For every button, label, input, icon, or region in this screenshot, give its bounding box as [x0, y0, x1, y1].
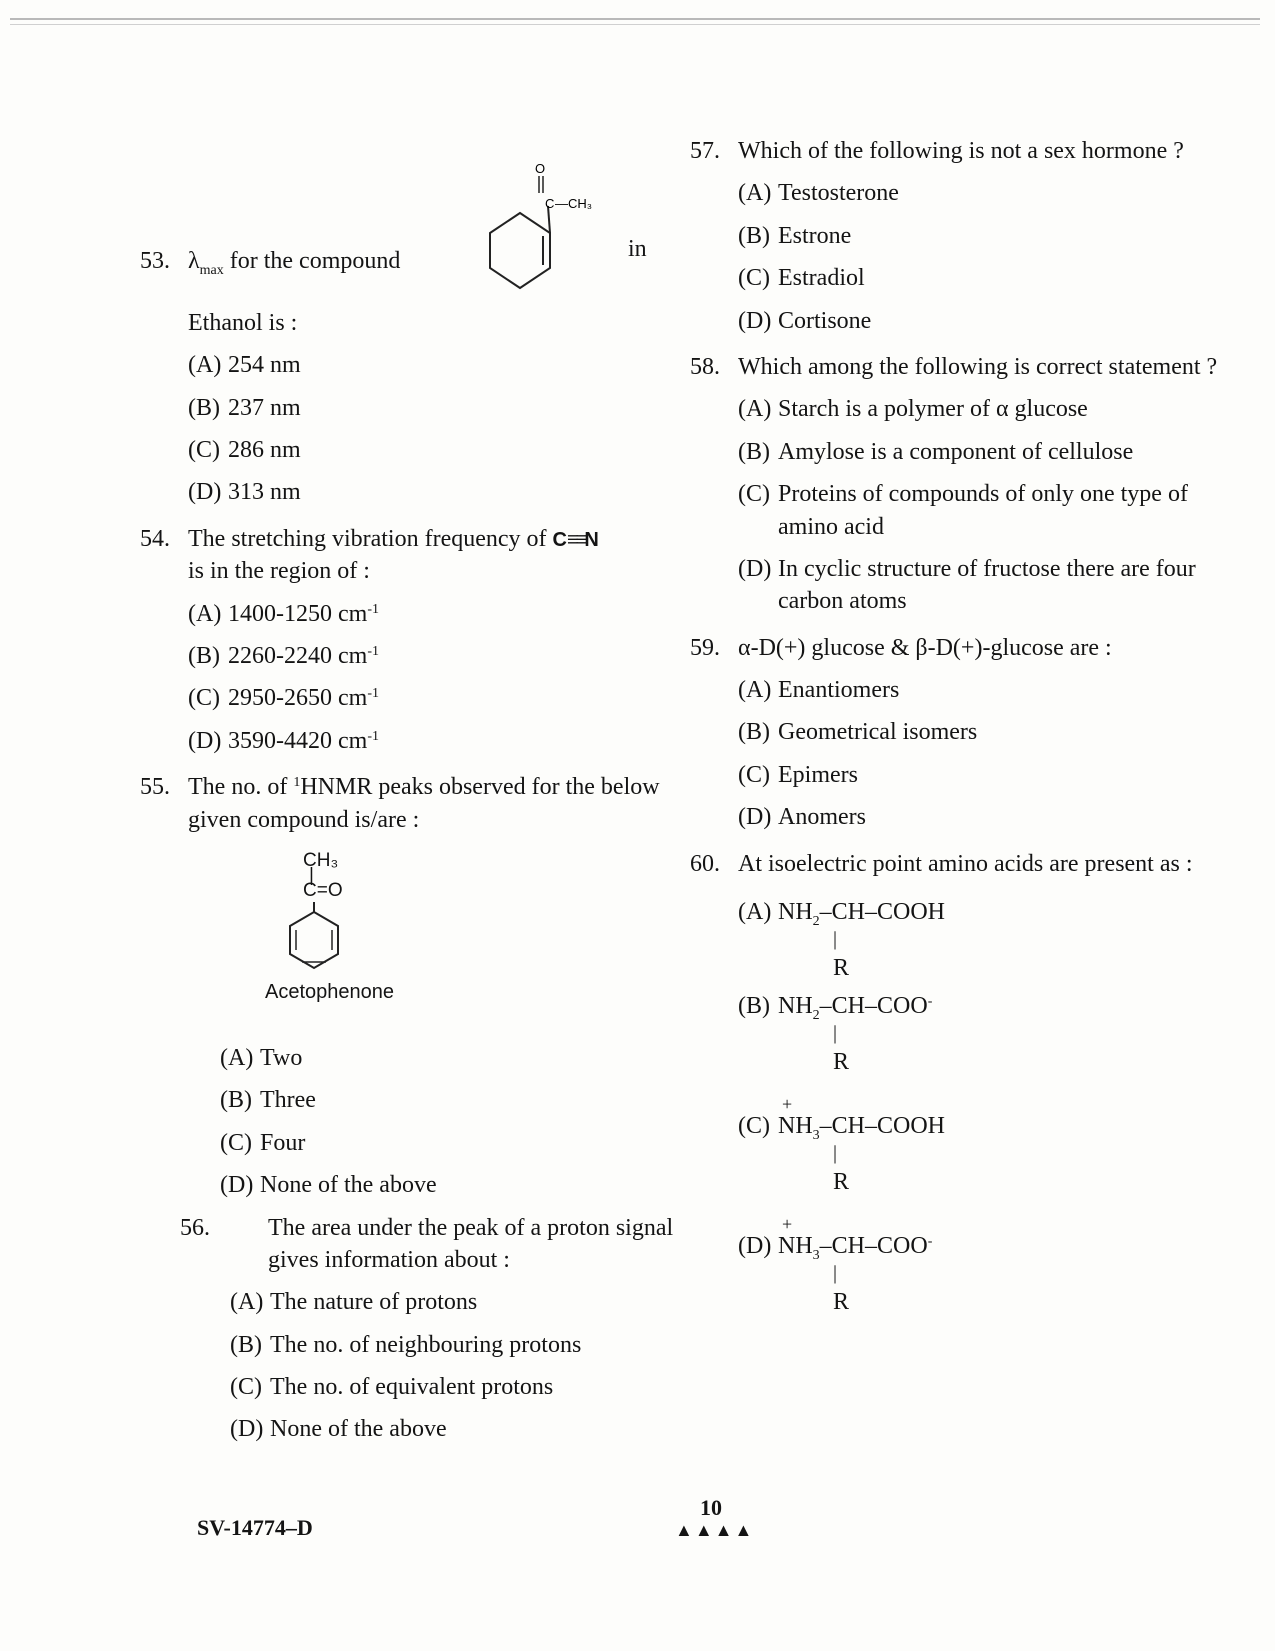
- acetophenone-co: C=O: [303, 880, 343, 901]
- right-column: [690, 135, 1250, 1340]
- page-marks: ▲▲▲▲: [675, 1520, 755, 1540]
- q54-option-d[interactable]: (D) 3590-4420 $cm^{-1}$: [188, 727, 379, 754]
- question-57: [690, 135, 1250, 337]
- carbonyl-carbon: C: [545, 196, 555, 211]
- q56-option-a[interactable]: (A) The nature of protons: [230, 1289, 478, 1316]
- q53-option-d[interactable]: (D) 313 nm: [188, 479, 301, 506]
- question-59: [690, 632, 1250, 834]
- question-55: [140, 771, 700, 1201]
- q54-text: The stretching vibration frequency of: [188, 525, 547, 552]
- q56-number: 56.: [180, 1214, 210, 1241]
- acetophenone-caption: Acetophenone: [265, 981, 395, 1003]
- acetophenone-ch3: CH₃: [303, 850, 339, 871]
- q54-nitrile: C≡≡N: [552, 528, 599, 551]
- q57-option-a[interactable]: (A) Testosterone: [738, 180, 899, 207]
- q60-option-d[interactable]: (D) + $NH_3-CH-COO^-$ | R: [738, 1214, 933, 1316]
- q54-option-b[interactable]: (B) 2260-2240 $cm^{-1}$: [188, 643, 379, 670]
- q53-option-a[interactable]: (A) 254 nm: [188, 352, 301, 379]
- q58-option-c[interactable]: (C) Proteins of compounds of only one type of amino acid: [738, 481, 1188, 540]
- q60-text: At isoelectric point amino acids are present as :: [738, 850, 1193, 877]
- q57-option-b[interactable]: (B) Estrone: [738, 222, 852, 249]
- top-rule: [10, 18, 1260, 20]
- q55-option-a[interactable]: (A) Two: [220, 1044, 303, 1071]
- q59-option-c[interactable]: (C) Epimers: [738, 761, 858, 788]
- methyl-group: —CH₃: [555, 196, 593, 211]
- q58-text: Which among the following is correct statement ?: [738, 353, 1218, 380]
- question-60: [690, 848, 1250, 1330]
- q53-option-c[interactable]: (C) 286 nm: [188, 437, 301, 464]
- q60-number: 60.: [690, 850, 720, 877]
- q57-option-c[interactable]: (C) Estradiol: [738, 265, 865, 292]
- q55-option-b[interactable]: (B) Three: [220, 1087, 316, 1114]
- question-53: [140, 236, 700, 509]
- q54-option-c[interactable]: (C) 2950-2650 $cm^{-1}$: [188, 685, 379, 712]
- q53-option-b[interactable]: (B) 237 nm: [188, 394, 301, 421]
- q59-option-b[interactable]: (B) Geometrical isomers: [738, 719, 978, 746]
- q59-text: α-D(+) glucose & β-D(+)-glucose are :: [738, 634, 1112, 661]
- q55-number: 55.: [140, 774, 170, 801]
- question-58: [690, 351, 1250, 618]
- q54-text-cont: is in the region of :: [188, 558, 370, 585]
- q53-text-cont: Ethanol is :: [188, 309, 298, 336]
- q57-number: 57.: [690, 138, 720, 164]
- q60-option-c[interactable]: (C) + $NH_3-CH$–COOH | R: [738, 1094, 946, 1196]
- q57-option-d[interactable]: (D) Cortisone: [738, 307, 872, 334]
- q55-option-c[interactable]: (C) Four: [220, 1129, 306, 1156]
- q54-option-a[interactable]: (A) 1400-1250 $cm^{-1}$: [188, 600, 379, 627]
- q56-option-b[interactable]: (B) The no. of neighbouring protons: [230, 1331, 582, 1358]
- q53-text: $\lambda_{max}$ for the compound in: [188, 245, 700, 281]
- q56-option-c[interactable]: (C) The no. of equivalent protons: [230, 1374, 554, 1401]
- q53-in: in: [628, 236, 647, 262]
- question-54: [140, 523, 700, 757]
- q58-option-a[interactable]: (A) Starch is a polymer of α glucose: [738, 396, 1088, 423]
- question-56: [140, 1212, 700, 1446]
- carbonyl-oxygen: O: [535, 161, 546, 176]
- q55-option-d[interactable]: (D) None of the above: [220, 1172, 437, 1199]
- q56-option-d[interactable]: (D) None of the above: [230, 1416, 447, 1443]
- left-column: [140, 236, 700, 1456]
- q60-option-a[interactable]: (A) $NH_2-CH$–COOH | R: [738, 899, 946, 982]
- q57-text: Which of the following is not a sex hormone ?: [738, 138, 1184, 164]
- top-rule-thin: [10, 24, 1260, 25]
- q55-text: The no. of $^1$HNMR peaks observed for the below given compound is/are :: [188, 774, 660, 833]
- q54-number: 54.: [140, 525, 170, 552]
- page-number: 10: [700, 1495, 722, 1520]
- q59-option-a[interactable]: (A) Enantiomers: [738, 677, 900, 704]
- q58-option-d[interactable]: (D) In cyclic structure of fructose there are four carbon atoms: [738, 555, 1196, 615]
- q60-option-b[interactable]: (B) $NH_2-CH-COO^-$ | R: [738, 993, 933, 1076]
- q56-text: The area under the peak of a proton signal gives information about :: [268, 1214, 674, 1273]
- q58-number: 58.: [690, 353, 720, 380]
- q58-option-b[interactable]: (B) Amylose is a component of cellulose: [738, 438, 1134, 465]
- paper-code: SV-14774–D: [197, 1515, 313, 1540]
- q55-structure: CH₃ | C=O Acetophenone: [265, 850, 425, 1004]
- q53-number: 53.: [140, 248, 170, 274]
- q59-number: 59.: [690, 634, 720, 661]
- q59-option-d[interactable]: (D) Anomers: [738, 804, 866, 831]
